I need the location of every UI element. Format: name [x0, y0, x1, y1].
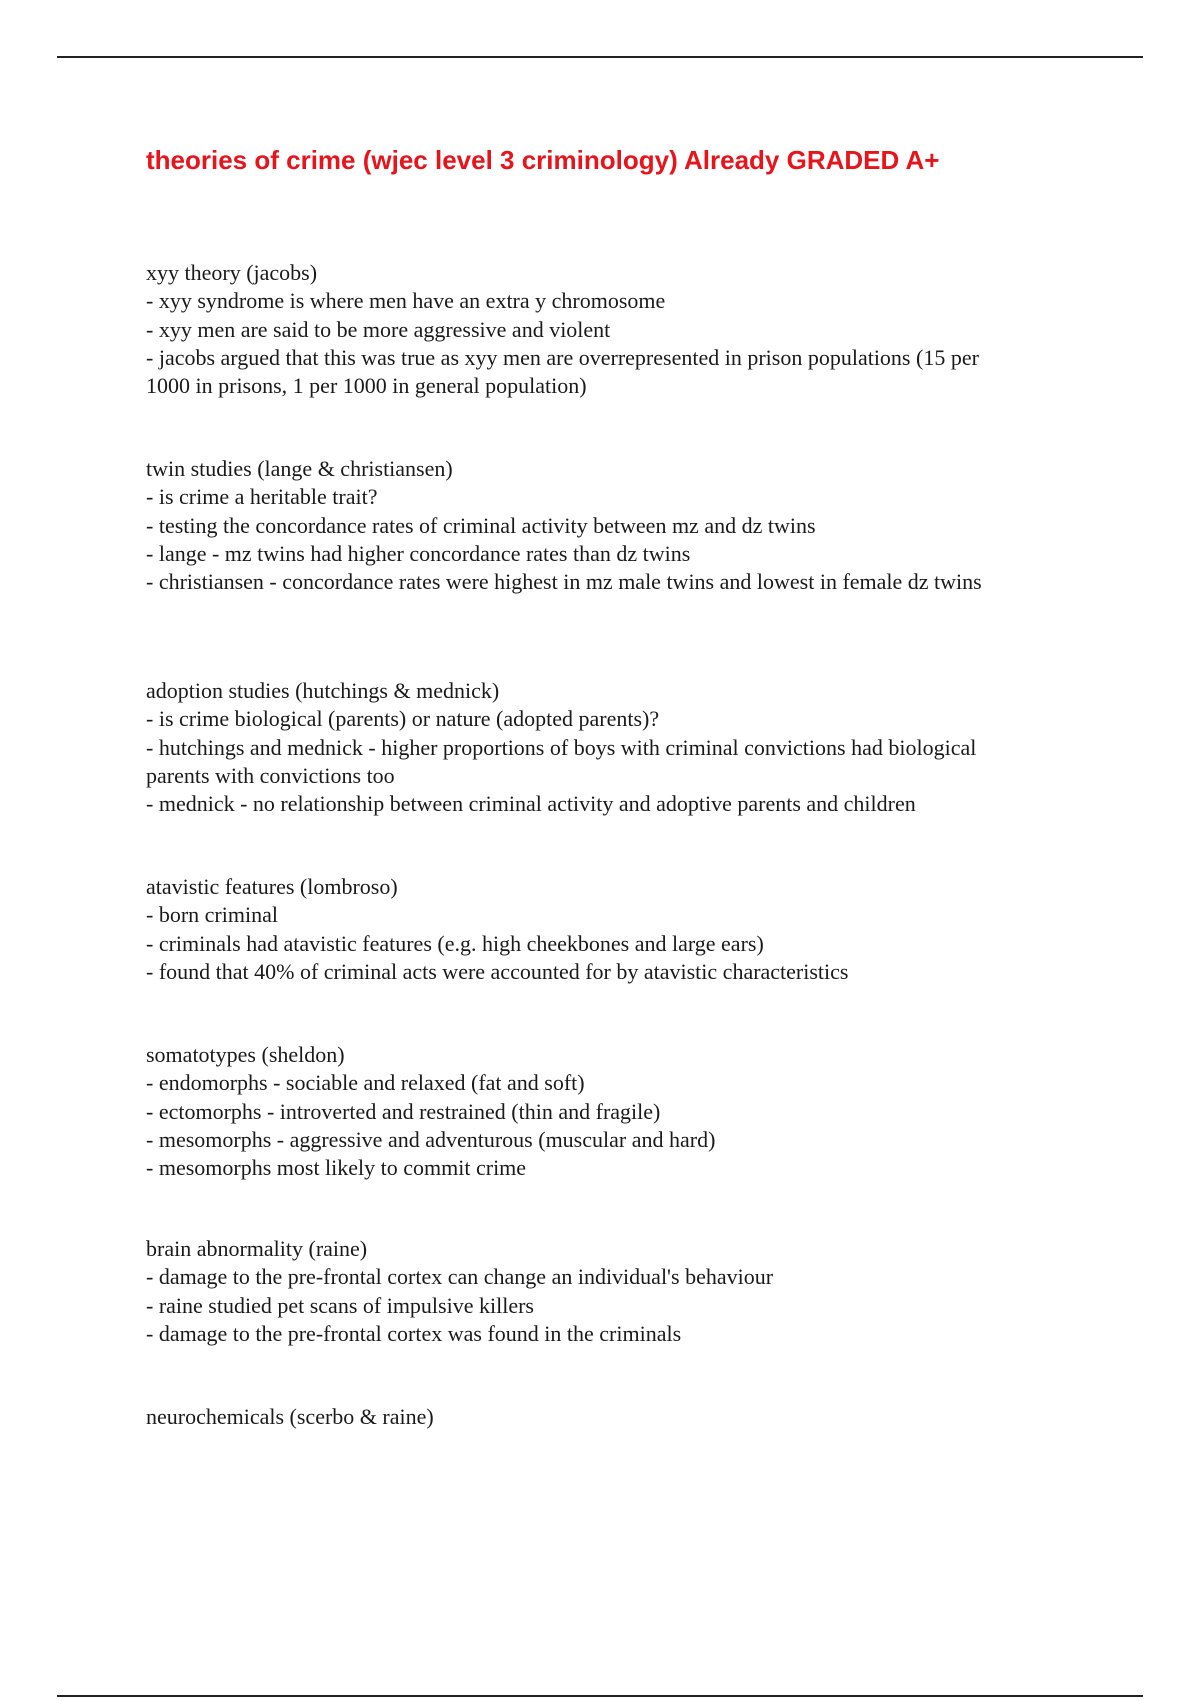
bullet-line: - mesomorphs most likely to commit crime [146, 1155, 527, 1181]
bullet-line: - criminals had atavistic features (e.g. high cheekbones and large ears) [146, 930, 764, 956]
section-heading: xyy theory (jacobs) [146, 260, 318, 285]
bullet-line: - hutchings and mednick - higher proportions of boys with criminal convictions had biological [146, 734, 977, 760]
bullet-line: 1000 in prisons, 1 per 1000 in general population) [146, 373, 587, 399]
bullet-line: - ectomorphs - introverted and restrained (thin and fragile) [146, 1098, 661, 1124]
bullet-line: - christiansen - concordance rates were highest in mz male twins and lowest in female dz twins [146, 569, 982, 595]
bullet-line: - found that 40% of criminal acts were accounted for by atavistic characteristics [146, 958, 849, 984]
section-somatotypes [146, 1041, 1076, 1182]
bullet-line: - jacobs argued that this was true as xyy men are overrepresented in prison populations (15 per [146, 344, 979, 370]
section-neurochemicals [146, 1403, 1076, 1431]
bullet-line: - is crime biological (parents) or nature (adopted parents)? [146, 706, 660, 732]
section-brain-abnormality [146, 1235, 1076, 1348]
section-xyy-theory [146, 259, 1076, 400]
section-twin-studies [146, 455, 1076, 596]
bottom-rule [57, 1695, 1143, 1697]
bullet-line: - mednick - no relationship between criminal activity and adoptive parents and children [146, 791, 916, 817]
bullet-line: - born criminal [146, 902, 278, 928]
section-heading: brain abnormality (raine) [146, 1236, 368, 1261]
bullet-line: - damage to the pre-frontal cortex can change an individual's behaviour [146, 1264, 774, 1290]
section-heading: twin studies (lange & christiansen) [146, 456, 453, 481]
section-heading: adoption studies (hutchings & mednick) [146, 678, 500, 703]
section-heading: neurochemicals (scerbo & raine) [146, 1404, 434, 1429]
bullet-line: - raine studied pet scans of impulsive killers [146, 1292, 534, 1318]
section-adoption-studies [146, 677, 1076, 818]
bullet-line: - xyy men are said to be more aggressive and violent [146, 316, 611, 342]
section-heading: atavistic features (lombroso) [146, 874, 398, 899]
top-rule [57, 56, 1143, 58]
bullet-line: - mesomorphs - aggressive and adventurous (muscular and hard) [146, 1126, 716, 1152]
section-heading: somatotypes (sheldon) [146, 1042, 345, 1067]
bullet-line: - damage to the pre-frontal cortex was found in the criminals [146, 1320, 682, 1346]
document-title: theories of crime (wjec level 3 criminology) Already GRADED A+ [146, 145, 940, 175]
bullet-line: - testing the concordance rates of criminal activity between mz and dz twins [146, 512, 816, 538]
bullet-line: - endomorphs - sociable and relaxed (fat and soft) [146, 1070, 585, 1096]
bullet-line: - xyy syndrome is where men have an extra y chromosome [146, 288, 666, 314]
bullet-line: - lange - mz twins had higher concordance rates than dz twins [146, 540, 691, 566]
bullet-line: - is crime a heritable trait? [146, 484, 378, 510]
bullet-line: parents with convictions too [146, 762, 395, 788]
section-atavistic-features [146, 873, 1076, 986]
